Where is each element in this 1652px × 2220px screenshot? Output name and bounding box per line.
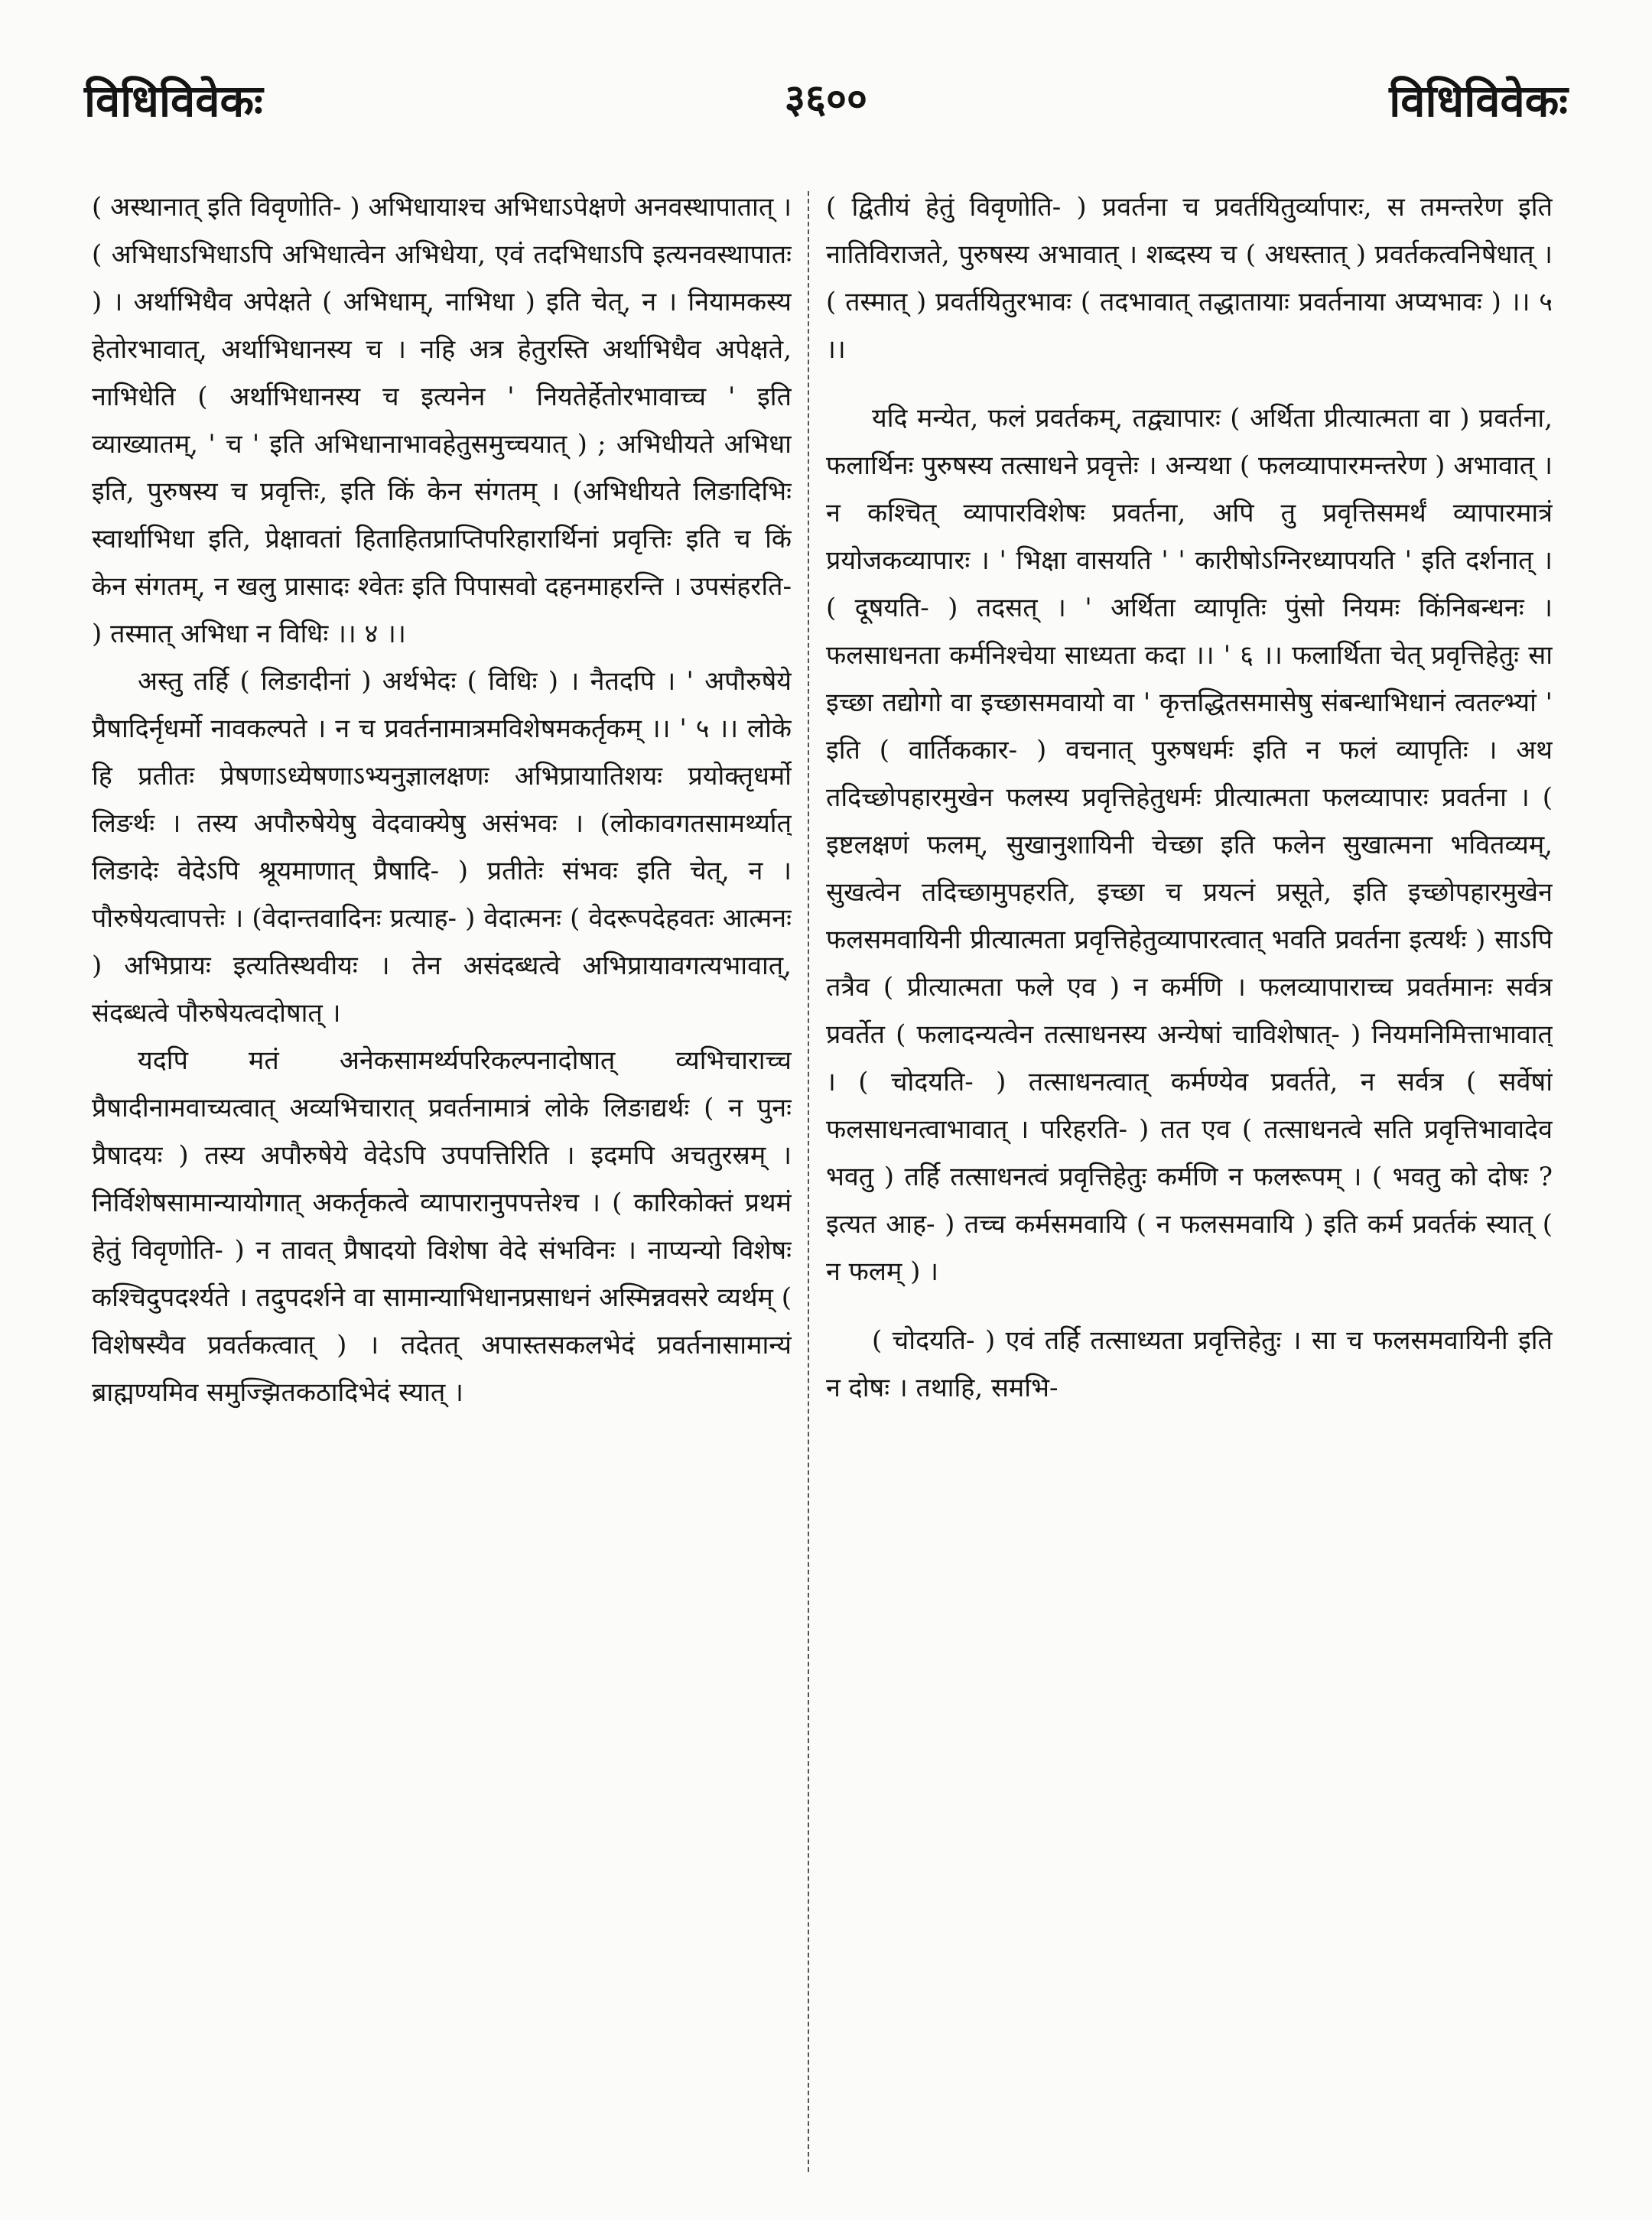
right-paragraph-2: यदि मन्येत, फलं प्रवर्तकम्, तद्व्यापारः ( अर्थिता प्रीत्यात्मता वा ) प्रवर्तना, फलार्थिनः पुरुषस्य तत्साधने प्रवृत्तेः । अन्यथा ( फलव्यापारमन्तरेण ) अभावात् । न कश्चित् व्यापारविशेषः प्रवर्तना, अपि तु प्रवृत्तिसमर्थं व्यापारमात्रं प्रयोजकव्यापारः । ' भिक्षा वासयति ' ' कारीषोऽग्निरध्यापयति ' इति दर्शनात् । ( दूषयति- ) तदसत् । ' अर्थिता व्यापृतिः पुंसो नियमः किंनिबन्धनः । फलसाधनता कर्मनिश्चेया साध्यता कदा ।। ' ६ ।। फलार्थिता चेत् प्रवृत्तिहेतुः सा इच्छा तद्योगो वा इच्छासमवायो वा ' कृत्तद्धितसमासेषु संबन्धाभिधानं त्वतल्भ्यां ' इति ( वार्तिककार- ) वचनात् पुरुषधर्मः इति न फलं व्यापृतिः । अथ तदिच्छोपहारमुखेन फलस्य प्रवृत्तिहेतुधर्मः प्रीत्यात्मता फलव्यापारः प्रवर्तना । ( इष्टलक्षणं फलम्, सुखानुशायिनी चेच्छा इति फलेन सुखात्मना भवितव्यम्, सुखत्वेन तदिच्छामुपहरति, इच्छा च प्रयत्नं प्रसूते, इति इच्छोपहारमुखेन फलसमवायिनी प्रीत्यात्मता प्रवृत्तिहेतुव्यापारत्वात् भवति प्रवर्तना इत्यर्थः ) साऽपि तत्रैव ( प्रीत्यात्मता फले एव ) न कर्मणि । फलव्यापाराच्च प्रवर्तमानः सर्वत्र प्रवर्तेत ( फलादन्यत्वेन तत्साधनस्य अन्येषां चाविशेषात्- ) नियमनिमित्ताभावात् । ( चोदयति- ) तत्साधनत्वात् कर्मण्येव प्रवर्तते, न सर्वत्र ( सर्वेषां फलसाधनत्वाभावात् । परिहरति- ) तत एव ( तत्साधनत्वे सति प्रवृत्तिभावादेव भवतु ) तर्हि तत्साधनत्वं प्रवृत्तिहेतुः कर्मणि न फलरूपम् । ( भवतु को दोषः ? इत्यत आह- ) तच्च कर्मसमवायि ( न फलसमवायि ) इति कर्म प्रवर्तकं स्यात् ( न फलम् ) । [826, 403, 1553, 1287]
left-paragraph-1: ( अस्थानात् इति विवृणोति- ) अभिधायाश्च अभिधाऽपेक्षणे अनवस्थापातात् । ( अभिधाऽभिधाऽपि अभिधात्वेन अभिधेया, एवं तदभिधाऽपि इत्यनवस्थापातः ) । अर्थाभिधैव अपेक्षते ( अभिधाम्, नाभिधा ) इति चेत्, न । नियामकस्य हेतोरभावात्, अर्थाभिधानस्य च । नहि अत्र हेतुरस्ति अर्थाभिधैव अपेक्षते, नाभिधेति ( अर्थाभिधानस्य च इत्यनेन ' नियतेर्हेतोरभावाच्च ' इति व्याख्यातम्, ' च ' इति अभिधानाभावहेतुसमुच्चयात् ) ; अभिधीयते अभिधा इति, पुरुषस्य च प्रवृत्तिः, इति किं केन संगतम् । (अभिधीयते लिङादिभिः स्वार्थाभिधा इति, प्रेक्षावतां हिताहितप्राप्तिपरिहारार्थिनां प्रवृत्तिः इति च किं केन संगतम्, न खलु प्रासादः श्वेतः इति पिपासवो दहनमाहरन्ति । उपसंहरति- ) तस्मात् अभिधा न विधिः ।। ४ ।। [92, 192, 792, 649]
header-left-title: विधिविवेकः [84, 75, 263, 127]
left-column [92, 184, 792, 2172]
header-right-title: विधिविवेकः [1389, 75, 1568, 127]
page-number: ३६०० [784, 76, 868, 122]
column-divider [808, 191, 809, 2172]
page-header [84, 69, 1568, 138]
right-paragraph-3: ( चोदयति- ) एवं तर्हि तत्साध्यता प्रवृत्तिहेतुः । सा च फलसमवायिनी इति न दोषः । तथाहि, समभि- [826, 1325, 1553, 1403]
right-paragraph-1: ( द्वितीयं हेतुं विवृणोति- ) प्रवर्तना च प्रवर्तयितुर्व्यापारः, स तमन्तरेण इति नातिविराजते, पुरुषस्य अभावात् । शब्दस्य च ( अधस्तात् ) प्रवर्तकत्वनिषेधात् । ( तस्मात् ) प्रवर्तयितुरभावः ( तदभावात् तद्धातायाः प्रवर्तनाया अप्यभावः ) ।। ५ ।। [826, 192, 1553, 365]
left-paragraph-2: अस्तु तर्हि ( लिङादीनां ) अर्थभेदः ( विधिः ) । नैतदपि । ' अपौरुषेये प्रैषादिर्नृधर्मो नावकल्पते । न च प्रवर्तनामात्रमविशेषमकर्तृकम् ।। ' ५ ।। लोके हि प्रतीतः प्रेषणाऽध्येषणाऽभ्यनुज्ञालक्षणः अभिप्रायातिशयः प्रयोक्तृधर्मो लिङर्थः । तस्य अपौरुषेयेषु वेदवाक्येषु असंभवः । (लोकावगतसामर्थ्यात् लिङादेः वेदेऽपि श्रूयमाणात् प्रैषादि- ) प्रतीतेः संभवः इति चेत्, न । पौरुषेयत्वापत्तेः । (वेदान्तवादिनः प्रत्याह- ) वेदात्मनः ( वेदरूपदेहवतः आत्मनः ) अभिप्रायः इत्यतिस्थवीयः । तेन असंदब्धत्वे अभिप्रायावगत्यभावात्, संदब्धत्वे पौरुषेयत्वदोषात् । [92, 666, 792, 1029]
right-column [826, 184, 1553, 2172]
left-paragraph-3: यदपि मतं अनेकसामर्थ्यपरिकल्पनादोषात् व्यभिचाराच्च प्रैषादीनामवाच्यत्वात् अव्यभिचारात् प्रवर्तनामात्रं लोके लिङाद्यर्थः ( न पुनः प्रैषादयः ) तस्य अपौरुषेये वेदेऽपि उपपत्तिरिति । इदमपि अचतुरस्रम् । निर्विशेषसामान्यायोगात् अकर्तृकत्वे व्यापारानुपपत्तेश्च । ( कारिकोक्तं प्रथमं हेतुं विवृणोति- ) न तावत् प्रैषादयो विशेषा वेदे संभविनः । नाप्यन्यो विशेषः कश्चिदुपदर्श्यते । तदुपदर्शने वा सामान्याभिधानप्रसाधनं अस्मिन्नवसरे व्यर्थम् ( विशेषस्यैव प्रवर्तकत्वात् ) । तदेतत् अपास्तसकलभेदं प्रवर्तनासामान्यं ब्राह्मण्यमिव समुज्झितकठादिभेदं स्यात् । [92, 1045, 792, 1408]
